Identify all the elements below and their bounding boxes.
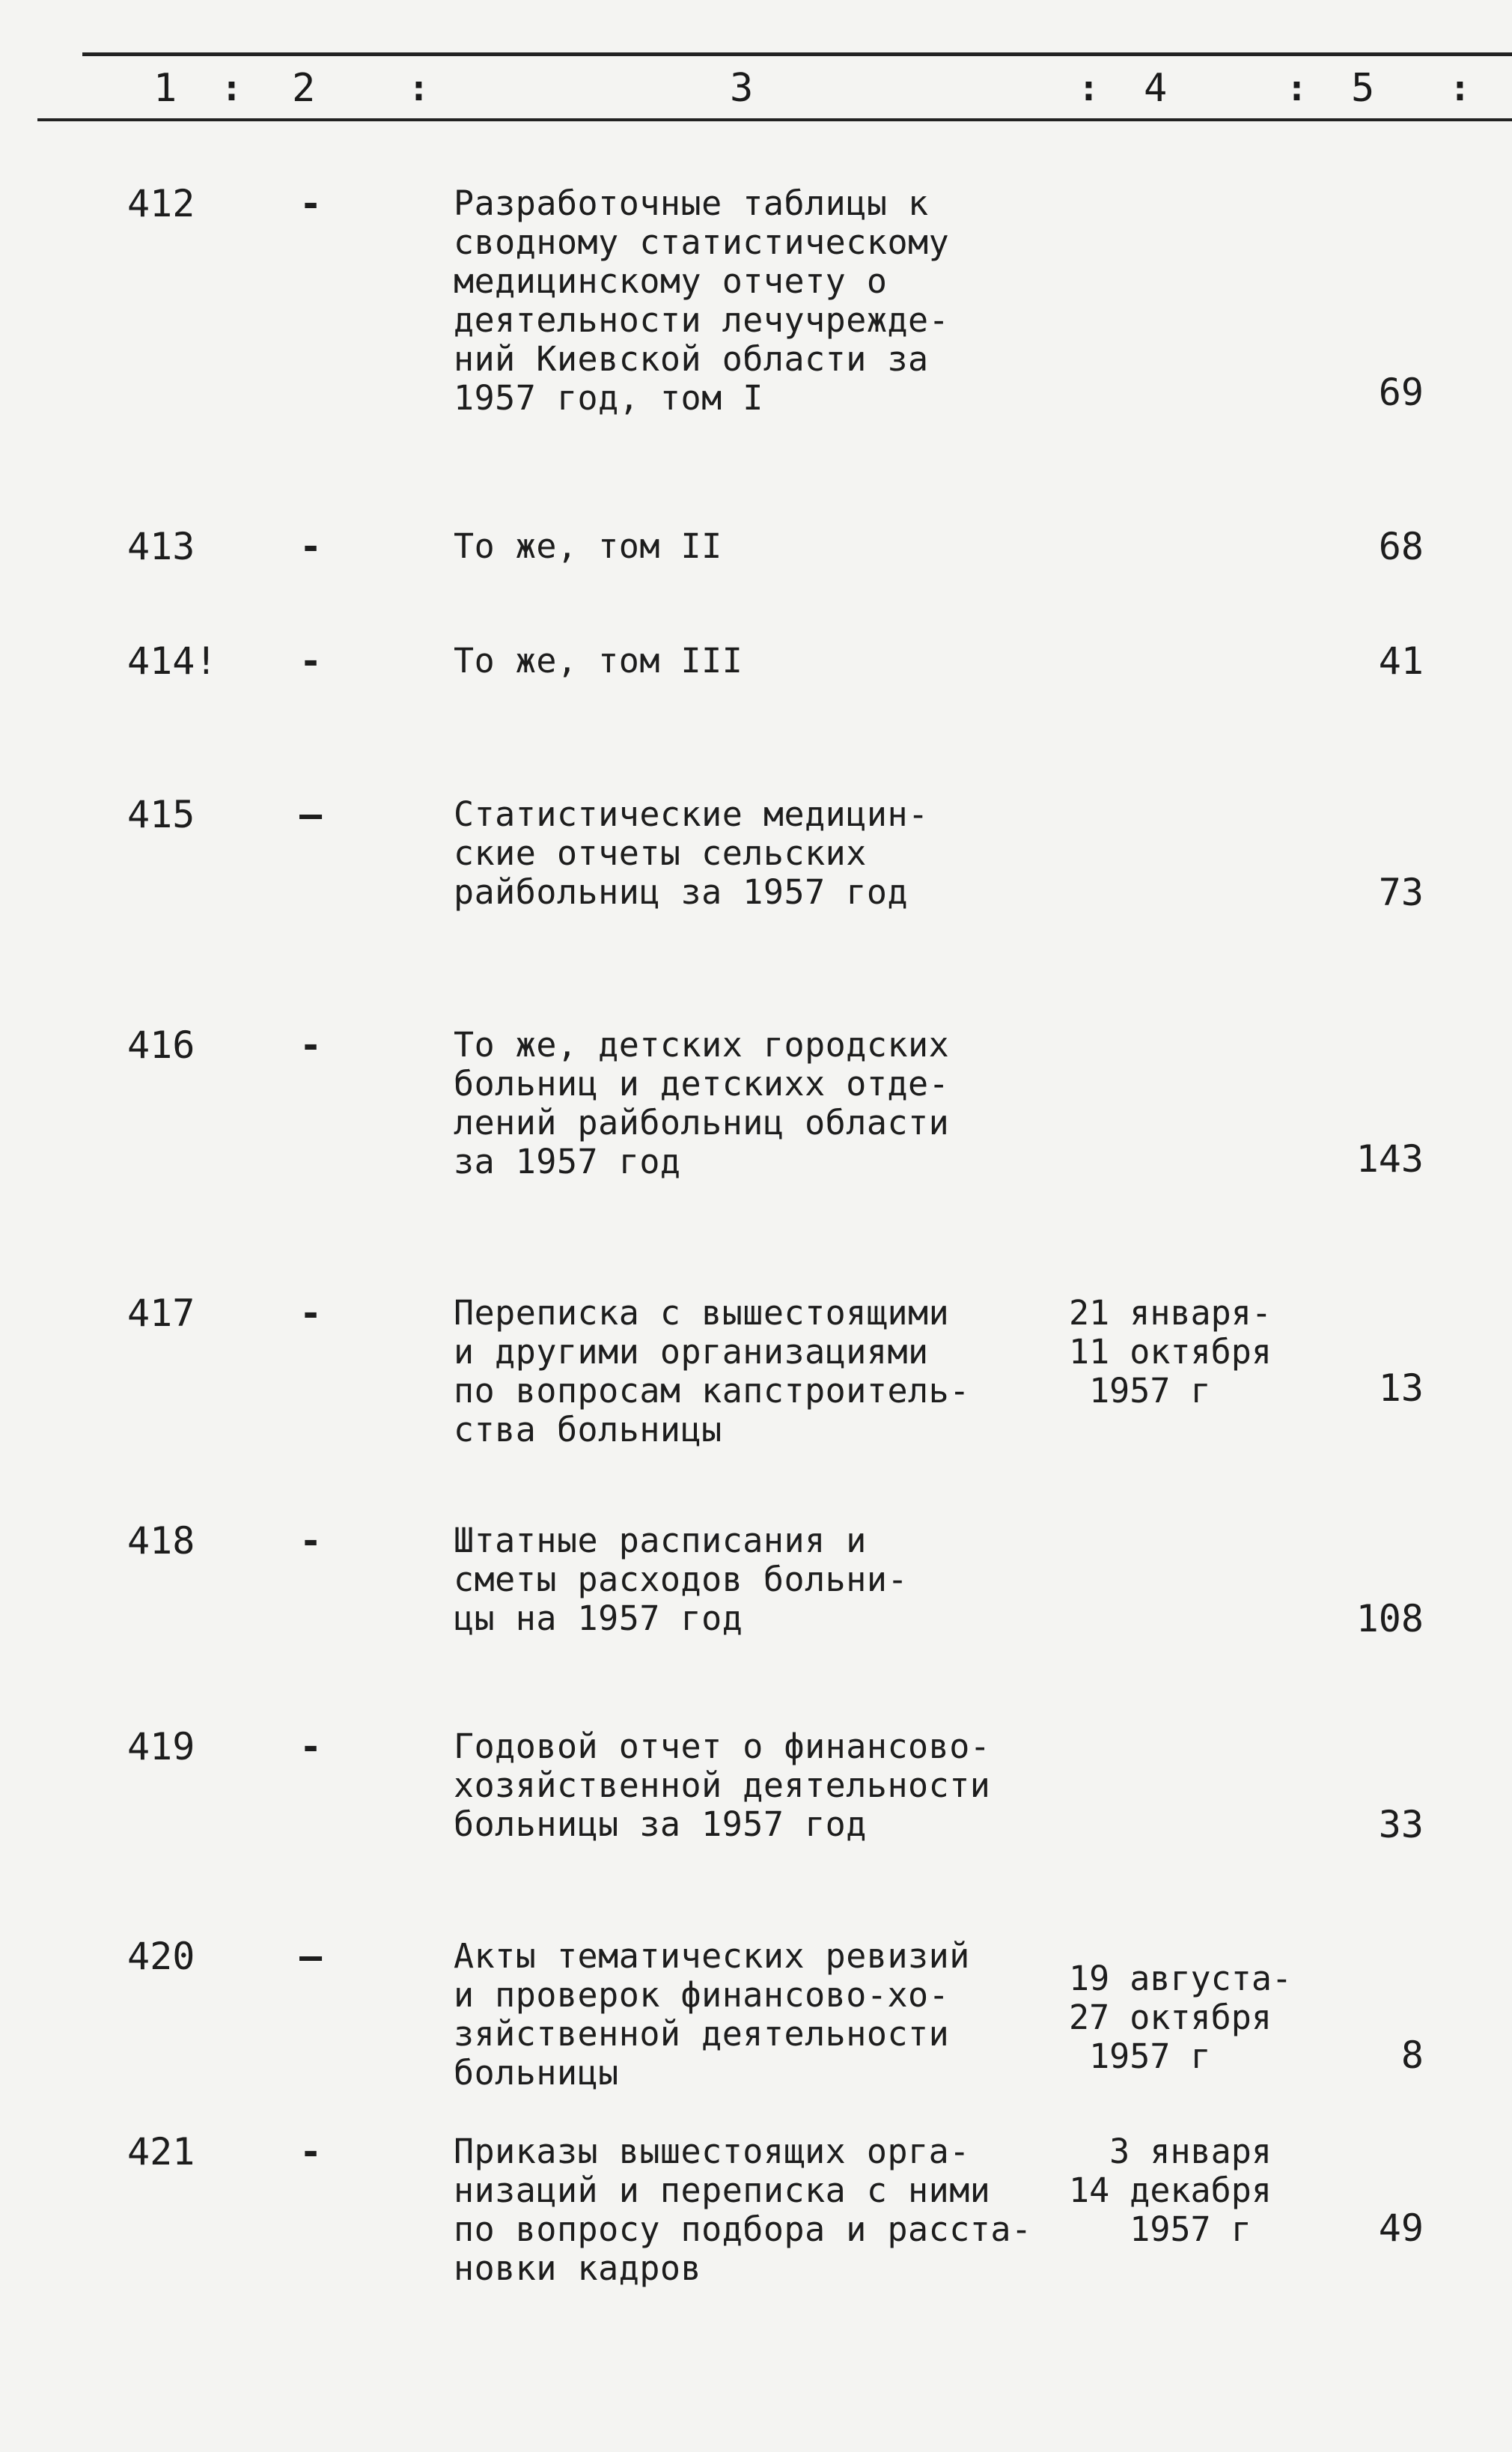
col2-dash: - [299,1725,323,1768]
col2-dash: - [299,2130,323,2173]
header-col1: 1 [153,66,177,111]
col2-dash: - [299,1292,323,1335]
case-dates: 19 августа- 27 октября 1957 г [1069,1959,1293,2076]
header-separator: : [1449,67,1471,109]
case-dates: 3 января 14 декабря 1957 г [1069,2132,1272,2249]
header-top-rule [82,52,1512,56]
case-title: Годовой отчет о финансово- хозяйственной деятельности больницы за 1957 год [454,1727,991,1844]
case-number: 415 [127,793,195,836]
page-count: 68 [1378,525,1424,568]
header-col5: 5 [1351,66,1375,111]
case-title: Статистические медицин- ские отчеты сельских райбольниц за 1957 год [454,794,929,912]
col2-dash: - [299,525,323,568]
case-number: 416 [127,1023,195,1067]
case-title: Штатные расписания и сметы расходов больни- цы на 1957 год [454,1521,909,1638]
case-number: 418 [127,1519,195,1563]
case-number: 417 [127,1292,195,1335]
case-number: 421 [127,2130,195,2173]
case-title: Разработочные таблицы к сводному статистическому медицинскому отчету о деятельности лечучрежде- ний Киевской области за 1957 год, том I [454,183,950,418]
header-separator: : [408,67,430,109]
header-separator: : [1286,67,1308,109]
case-number: 413 [127,525,195,568]
col2-dash: - [299,639,323,683]
page-count: 108 [1356,1597,1424,1640]
header-col2: 2 [292,66,316,111]
page-count: 73 [1378,871,1424,914]
header-separator: : [221,67,243,109]
case-number: 412 [127,182,195,225]
col2-dash: - [299,1023,323,1067]
case-title: То же, том III [454,641,743,681]
header-col3: 3 [730,66,754,111]
case-title: То же, том II [454,526,722,566]
col2-dash: - [299,182,323,225]
header-separator: : [1078,67,1100,109]
case-number: 414! [127,639,218,683]
col2-dash: - [299,1519,323,1563]
page-count: 41 [1378,639,1424,683]
header-bottom-rule [37,118,1512,121]
header-col4: 4 [1144,66,1168,111]
page-count: 143 [1356,1137,1424,1181]
case-number: 420 [127,1935,195,1978]
page-count: 33 [1378,1803,1424,1846]
col2-dash: — [299,1935,323,1978]
page-count: 49 [1378,2206,1424,2250]
case-title: То же, детских городских больниц и детскихх отде- лений райбольниц области за 1957 год [454,1025,950,1181]
page-count: 69 [1378,371,1424,414]
case-title: Переписка с вышестоящими и другими организациями по вопросам капстроитель- ства больницы [454,1293,970,1449]
case-title: Акты тематических ревизий и проверок финансово-хо- зяйственной деятельности больницы [454,1936,970,2093]
case-dates: 21 января- 11 октября 1957 г [1069,1293,1272,1411]
col2-dash: — [299,793,323,836]
case-number: 419 [127,1725,195,1768]
page-count: 13 [1378,1366,1424,1410]
case-title: Приказы вышестоящих орга- низаций и переписка с ними по вопросу подбора и расста- новки кадров [454,2132,1032,2288]
page-count: 8 [1400,2033,1424,2077]
